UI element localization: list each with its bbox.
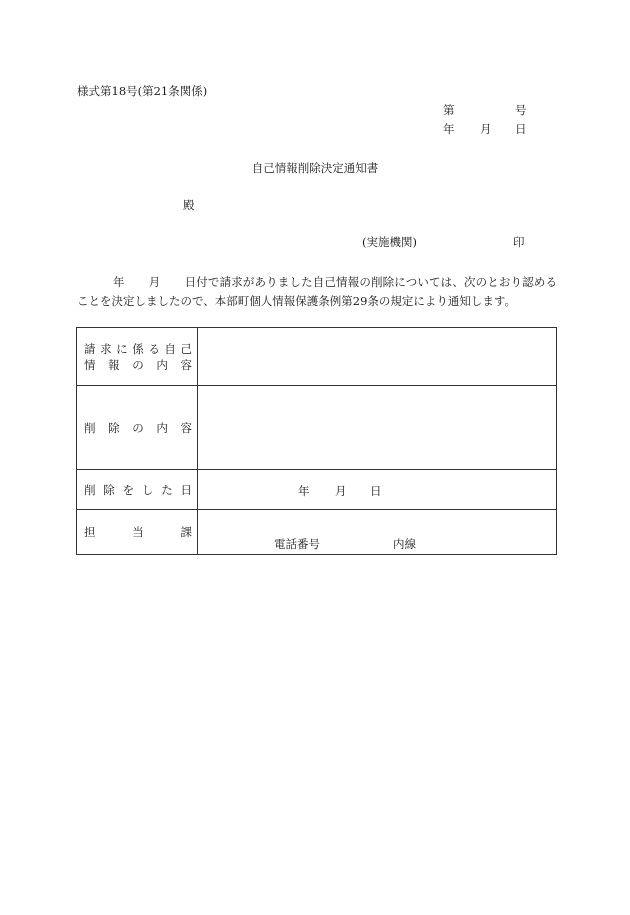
document-number-suffix: 号: [515, 103, 527, 117]
document-number-label: 第: [443, 103, 455, 117]
table-row-requested-info: [77, 328, 557, 386]
label-deletion-content: [77, 386, 198, 470]
deletion-date-year: 年: [298, 484, 310, 498]
label-requested-info: [77, 328, 198, 386]
decision-details-table: [76, 327, 557, 555]
value-requested-info[interactable]: [198, 328, 557, 386]
table-row-deletion-date: [77, 470, 557, 510]
label-line: 情 報 の 内 容: [84, 357, 192, 372]
deletion-date-month: 月: [335, 484, 347, 498]
notice-body: [77, 273, 557, 311]
extension-label: 内線: [393, 537, 416, 551]
issuer-label: (実施機関): [362, 235, 417, 249]
label-deletion-date: [77, 470, 198, 510]
label-line: 請 求 に 係 る 自 己: [84, 341, 192, 356]
table-row-deletion-content: [77, 386, 557, 470]
value-deletion-content[interactable]: [198, 386, 557, 470]
deletion-date-day: 日: [370, 484, 382, 498]
date-month-label: 月: [480, 122, 492, 136]
date-day-label: 日: [515, 122, 527, 136]
form-number: 様式第18号(第21条関係): [77, 84, 208, 98]
body-text: 日付で請求がありました自己情報の削除については、次のとおり認めることを決定しましたので、本部町個人情報保護条例第29条の規定により通知します。: [77, 275, 558, 308]
seal-mark: 印: [513, 235, 525, 249]
table-row-department: [77, 510, 557, 555]
value-deletion-date[interactable]: [198, 470, 557, 510]
value-department[interactable]: [198, 510, 557, 555]
label-line: 削 除 を し た 日: [84, 482, 192, 497]
document-title: 自己情報削除決定通知書: [251, 161, 379, 175]
addressee-honorific: 殿: [183, 198, 195, 212]
label-department: [77, 510, 198, 555]
label-line: 担 当 課: [84, 525, 192, 539]
phone-number-label: 電話番号: [274, 537, 320, 551]
label-line: 削 除 の 内 容: [84, 420, 192, 435]
body-year-label: 年: [113, 275, 125, 289]
body-month-label: 月: [148, 275, 161, 289]
date-year-label: 年: [443, 122, 455, 136]
